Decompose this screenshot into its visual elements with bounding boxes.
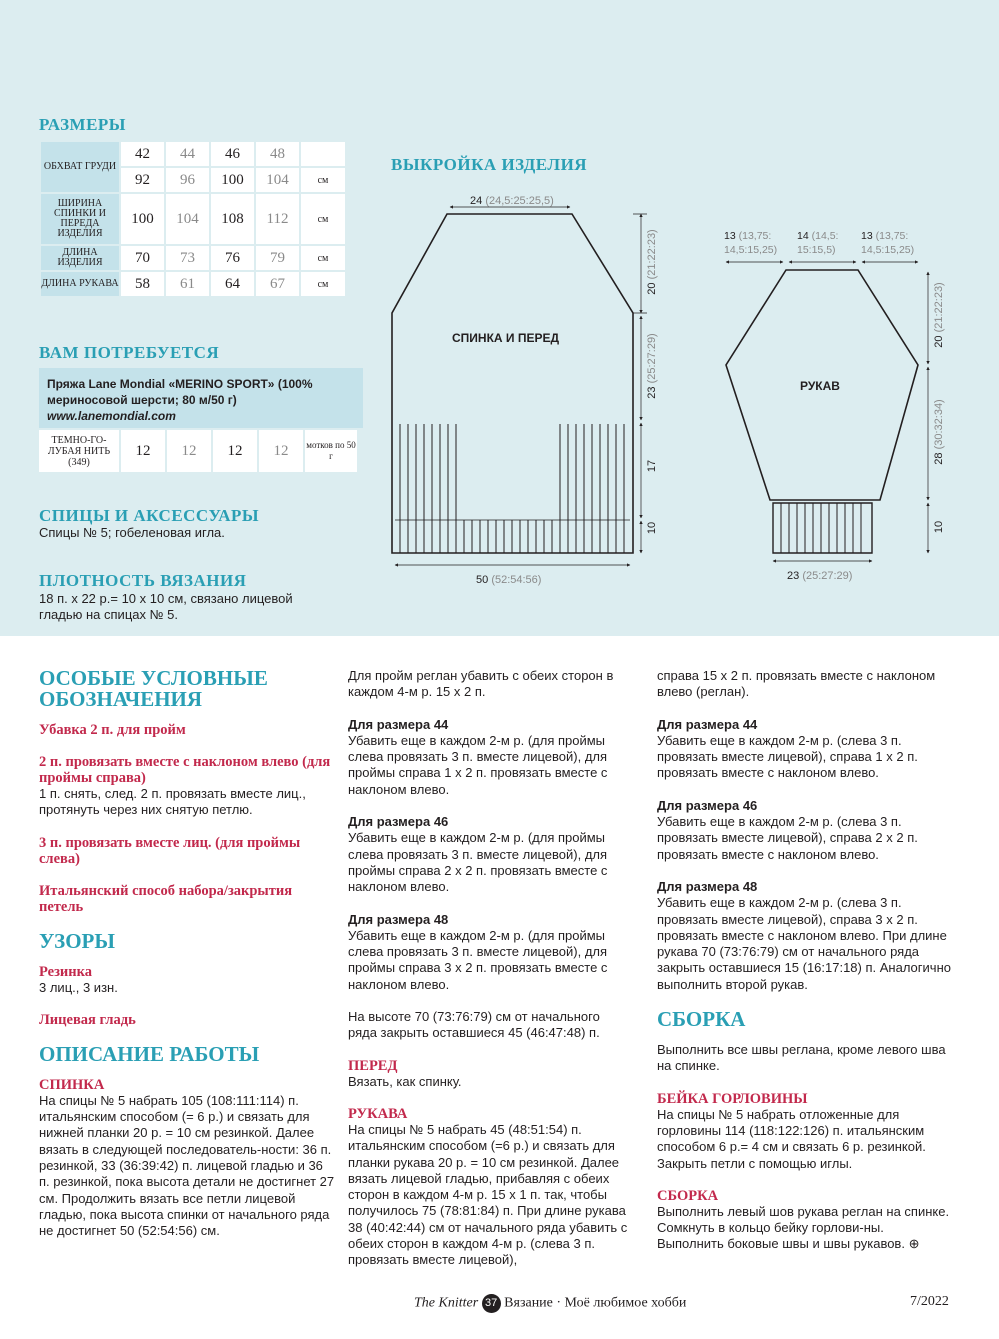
unit-cell: см bbox=[301, 246, 345, 270]
description-heading: ОПИСАНИЕ РАБОТЫ bbox=[39, 1041, 260, 1066]
sleeve-top-mid-dimension bbox=[797, 229, 838, 257]
pattern-heading: ВЫКРОЙКА ИЗДЕЛИЯ bbox=[391, 155, 588, 174]
column-2 bbox=[348, 668, 632, 1269]
size-header: 44 bbox=[166, 142, 209, 166]
dim-alt: (13,75: bbox=[738, 230, 772, 242]
dim-main: 28 bbox=[933, 452, 945, 465]
issue-number: 7/2022 bbox=[910, 1294, 949, 1309]
size-48-heading: Для размера 48 bbox=[348, 911, 449, 927]
body-h2-dimension bbox=[646, 326, 658, 406]
table-cell: 104 bbox=[166, 194, 209, 244]
table-cell: 108 bbox=[211, 194, 254, 244]
table-cell: 92 bbox=[121, 168, 164, 192]
symbol-3-title: 3 п. провязать вместе лиц. (для проймы слева) bbox=[39, 834, 301, 867]
back-text: На спицы № 5 набрать 105 (108:111:114) п. итальянским способом (= 6 р.) и связать для нижней планки 20 р. = 10 см резинкой. Далее вязать в следующей последователь-ности: 36 п. резинкой, 33 (36:39:42) п. лицевой гладью и 36 п. резинкой, пока высота детали не достигнет 27 см. Продолжить вязать все петли лицевой гладью, пока высота спинки от начального ряда не достигнет 50 (52:54:56) см. bbox=[39, 1092, 335, 1239]
footer bbox=[414, 1294, 686, 1313]
back-heading: СПИНКА bbox=[39, 1076, 105, 1093]
symbol-2-text: 1 п. снять, след. 2 п. провязать вместе лиц., протянуть через них снятую петлю. bbox=[39, 786, 306, 818]
amount-cell: 12 bbox=[213, 430, 257, 472]
table-cell: 61 bbox=[166, 272, 209, 296]
symbol-4-title: Итальянский способ набора/закрытия петель bbox=[39, 882, 293, 915]
body-bottom-dimension bbox=[476, 574, 541, 586]
sleeve-label: РУКАВ bbox=[800, 379, 840, 393]
row-label: ДЛИНА ИЗДЕЛИЯ bbox=[41, 246, 119, 270]
table-cell: 112 bbox=[256, 194, 299, 244]
color-label: ТЕМНО-ГО-ЛУБАЯ НИТЬ (349) bbox=[39, 430, 119, 472]
sleeve-h2-dimension bbox=[933, 392, 945, 472]
size-header: 46 bbox=[211, 142, 254, 166]
dim-alt: (21:22:23) bbox=[646, 229, 658, 280]
stockinette-title: Лицевая гладь bbox=[39, 1011, 136, 1028]
pattern-diagram bbox=[0, 0, 999, 636]
neckband-heading: БЕЙКА ГОРЛОВИНЫ bbox=[657, 1090, 808, 1107]
table-cell: 100 bbox=[211, 168, 254, 192]
column-1 bbox=[39, 668, 335, 1240]
gauge-text: 18 п. х 22 р.= 10 х 10 см, связано лицевой гладью на спицах № 5. bbox=[39, 591, 293, 623]
table-cell: 96 bbox=[166, 168, 209, 192]
sleeves-text: На спицы № 5 набрать 45 (48:51:54) п. итальянским способом (=6 р.) и связать для планки рукава 20 р. = 10 см резинкой. Далее вязать лицевой гладью, прибавляя с обеих сторон в каждом 4-м р. 15 х 1 п. так, чтобы получилось 75 (78:81:84) п. При длине рукава 38 (40:42:44) см от начального ряда убавить с обеих сторон в каждом 4-м р. (слева 3 п. провязать вместе лицевой), bbox=[348, 1121, 628, 1268]
assembly-text: Выполнить все швы реглана, кроме левого шва на спинке. bbox=[657, 1042, 946, 1074]
unit-cell: см bbox=[301, 168, 345, 192]
sleeve-rib bbox=[781, 503, 861, 553]
assembly2-heading: СБОРКА bbox=[657, 1187, 719, 1204]
symbols-heading: ОСОБЫЕ УСЛОВНЫЕ ОБОЗНАЧЕНИЯ bbox=[39, 666, 268, 711]
size-44-text: Убавить еще в каждом 2-м р. (слева 3 п. провязать вместе лицевой), справа 1 х 2 п. провязать вместе с наклоном влево. bbox=[657, 732, 918, 781]
dim-alt: (25:27:29) bbox=[646, 333, 658, 384]
close-text: На высоте 70 (73:76:79) см от начального ряда закрыть оставшиеся 45 (46:47:48) п. bbox=[348, 1009, 600, 1041]
unit-cell: см bbox=[301, 194, 345, 244]
dim-alt: 14,5:15,25) bbox=[861, 244, 915, 256]
body-outline bbox=[392, 214, 633, 553]
yarn-text: Пряжа Lane Mondial «MERINO SPORT» (100% мериносовой шерсти; 80 м/50 г) bbox=[47, 377, 313, 407]
needles-heading: СПИЦЫ И АКСЕССУАРЫ bbox=[39, 506, 260, 525]
dim-main: 20 bbox=[933, 335, 945, 348]
sizes-heading: РАЗМЕРЫ bbox=[39, 115, 126, 134]
front-text: Вязать, как спинку. bbox=[348, 1073, 462, 1089]
sleeves-heading: РУКАВА bbox=[348, 1105, 408, 1122]
table-cell: 67 bbox=[256, 272, 299, 296]
rib-text: 3 лиц., 3 изн. bbox=[39, 979, 118, 995]
dim-main: 20 bbox=[646, 282, 658, 295]
gauge-heading: ПЛОТНОСТЬ ВЯЗАНИЯ bbox=[39, 571, 247, 590]
unit-cell: мотков по 50 г bbox=[305, 430, 357, 472]
table-cell: 104 bbox=[256, 168, 299, 192]
table-cell: 100 bbox=[121, 194, 164, 244]
dim-alt: (52:54:56) bbox=[491, 574, 542, 586]
body-h4-dimension: 10 bbox=[646, 521, 658, 535]
footer-brand: The Knitter bbox=[414, 1295, 479, 1311]
size-48-text: Убавить еще в каждом 2-м р. (для проймы слева провязать 3 п. вместе лицевой), для проймы справа 3 х 2 п. провязать вместе с наклоном влево. bbox=[348, 927, 608, 992]
assembly-heading: СБОРКА bbox=[657, 1007, 746, 1032]
raglan-text: справа 15 х 2 п. провязать вместе с наклоном влево (реглан). bbox=[657, 668, 936, 700]
size-46-heading: Для размера 46 bbox=[348, 814, 449, 830]
dim-main: 24 bbox=[470, 195, 483, 207]
column-3 bbox=[657, 668, 953, 1253]
table-cell: 73 bbox=[166, 246, 209, 270]
body-rib bbox=[400, 424, 624, 553]
dim-main: 23 bbox=[646, 386, 658, 399]
size-44-heading: Для размера 44 bbox=[657, 716, 758, 732]
row-label: ШИРИНА СПИНКИ И ПЕРЕДА ИЗДЕЛИЯ bbox=[41, 194, 119, 244]
row-label: ДЛИНА РУКАВА bbox=[41, 272, 119, 296]
neckband-text: На спицы № 5 набрать отложенные для горловины 114 (118:122:126) п. итальянским способом 6 р.= 4 см и связать 6 р. резинкой. Закрыть петли с помощью иглы. bbox=[657, 1106, 926, 1171]
assembly2-text bbox=[657, 1204, 953, 1253]
sleeve-top-right-dimension bbox=[861, 229, 914, 257]
dim-main: 14 bbox=[797, 230, 809, 242]
needles-text: Спицы № 5; гобеленовая игла. bbox=[39, 525, 225, 540]
amount-cell: 12 bbox=[121, 430, 165, 472]
dim-main: 13 bbox=[861, 230, 873, 242]
dim-alt: (24,5:25:25,5) bbox=[485, 195, 554, 207]
size-header: 42 bbox=[121, 142, 164, 166]
table-cell: 58 bbox=[121, 272, 164, 296]
dim-alt: (25:27:29) bbox=[802, 570, 853, 582]
amount-cell: 12 bbox=[259, 430, 303, 472]
body-top-dimension bbox=[470, 195, 554, 207]
size-48-text: Убавить еще в каждом 2-м р. (слева 3 п. провязать вместе лицевой), справа 3 х 2 п. провязать вместе с наклоном влево. При длине рукава 70 (73:76:79) см от начального ряда закрыть оставшиеся 15 (16:17:18) п. Аналогично выполнить второй рукав. bbox=[657, 895, 951, 992]
body-label: СПИНКА И ПЕРЕД bbox=[452, 331, 560, 345]
rib-title: Резинка bbox=[39, 963, 93, 980]
footer-magazine: Вязание · Моё любимое хобби bbox=[504, 1295, 687, 1311]
unit-cell: см bbox=[301, 272, 345, 296]
row-label: ОБХВАТ ГРУДИ bbox=[41, 142, 119, 192]
sleeve-h3-dimension: 10 bbox=[933, 520, 945, 534]
table-cell: 70 bbox=[121, 246, 164, 270]
table-cell: 79 bbox=[256, 246, 299, 270]
size-44-heading: Для размера 44 bbox=[348, 716, 449, 732]
size-header: 48 bbox=[256, 142, 299, 166]
size-46-text: Убавить еще в каждом 2-м р. (слева 3 п. провязать вместе лицевой), справа 2 х 2 п. провязать вместе с наклоном влево. bbox=[657, 814, 918, 862]
dim-alt: (14,5: bbox=[811, 230, 839, 242]
assembly2-body: Выполнить левый шов рукава реглан на спинке. Сомкнуть в кольцо бейку горлови-ны. Выполнить боковые швы и швы рукавов. bbox=[657, 1203, 950, 1252]
dim-alt: (30:32:34) bbox=[933, 399, 945, 450]
sleeve-bottom-dimension bbox=[787, 570, 852, 582]
table-cell: 76 bbox=[211, 246, 254, 270]
table-cell: 64 bbox=[211, 272, 254, 296]
sleeve-cuff bbox=[773, 503, 872, 553]
body-h3-dimension: 17 bbox=[646, 459, 658, 473]
size-46-heading: Для размера 46 bbox=[657, 797, 758, 813]
amount-cell: 12 bbox=[167, 430, 211, 472]
dim-main: 13 bbox=[724, 230, 736, 242]
page-number: 37 bbox=[482, 1294, 501, 1313]
dim-alt: 14,5:15,25) bbox=[724, 244, 778, 256]
dim-alt: (13,75: bbox=[875, 230, 909, 242]
sleeve-h1-dimension bbox=[933, 275, 945, 355]
symbol-1-title: Убавка 2 п. для пройм bbox=[39, 722, 186, 738]
patterns-heading: УЗОРЫ bbox=[39, 928, 116, 953]
symbol-2-title: 2 п. провязать вместе с наклоном влево (для проймы справа) bbox=[39, 754, 331, 786]
dim-main: 50 bbox=[476, 574, 489, 586]
front-heading: ПЕРЕД bbox=[348, 1057, 398, 1074]
end-mark-icon: ⊕ bbox=[908, 1236, 920, 1252]
dim-alt: (21:22:23) bbox=[933, 282, 945, 333]
dim-main: 23 bbox=[787, 570, 800, 582]
sleeve-top-left-dimension bbox=[724, 229, 777, 257]
size-48-heading: Для размера 48 bbox=[657, 878, 758, 894]
size-46-text: Убавить еще в каждом 2-м р. (для проймы слева провязать 3 п. вместе лицевой), для проймы справа 2 х 2 п. провязать вместе с наклоном влево. bbox=[348, 830, 608, 895]
dim-alt: 15:15,5) bbox=[797, 244, 836, 256]
size-44-text: Убавить еще в каждом 2-м р. (для проймы слева провязать 3 п. вместе лицевой), для проймы справа 1 х 2 п. провязать вместе с наклоном влево. bbox=[348, 732, 608, 797]
armhole-intro: Для пройм реглан убавить с обеих сторон в каждом 4-м р. 15 х 2 п. bbox=[348, 668, 614, 700]
yarn-url: www.lanemondial.com bbox=[47, 409, 176, 423]
materials-heading: ВАМ ПОТРЕБУЕТСЯ bbox=[39, 343, 220, 362]
body-h1-dimension bbox=[646, 222, 658, 302]
